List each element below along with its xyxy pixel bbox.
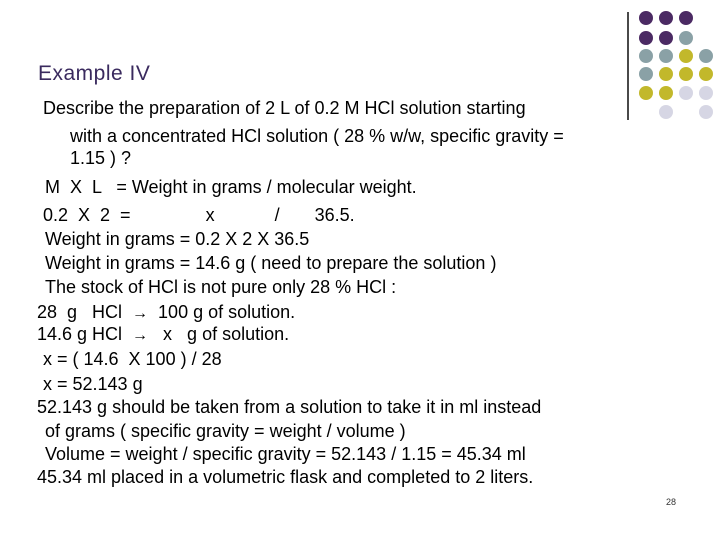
decorative-dot (639, 11, 653, 25)
body-line-11: x = ( 14.6 X 100 ) / 28 (43, 349, 222, 369)
body-line-4: M X L = Weight in grams / molecular weight. (45, 177, 417, 197)
body-line-5: 0.2 X 2 = x / 36.5. (43, 205, 355, 225)
decorative-dot (699, 49, 713, 63)
line-9-left: 28 g HCl (37, 302, 133, 322)
page-number: 28 (666, 497, 677, 507)
decorative-dot (659, 67, 673, 81)
decorative-dot (679, 31, 693, 45)
line-10-right: x g of solution. (148, 324, 290, 344)
decorative-dot (659, 49, 673, 63)
decorative-dot (659, 105, 673, 119)
line-10-left: 14.6 g HCl (37, 324, 133, 344)
body-line-10 (37, 324, 289, 346)
body-line-14: of grams ( specific gravity = weight / volume ) (45, 421, 406, 441)
decorative-dot (659, 86, 673, 100)
body-line-2: with a concentrated HCl solution ( 28 % w/w, specific gravity = (70, 126, 564, 146)
slide-title: Example IV (38, 62, 151, 85)
arrow-right-icon: → (132, 327, 149, 344)
body-line-9 (37, 302, 295, 324)
body-line-3: 1.15 ) ? (70, 148, 132, 168)
decorative-dot (639, 49, 653, 63)
decorative-dot (679, 67, 693, 81)
decorative-dot (699, 105, 713, 119)
body-line-16: 45.34 ml placed in a volumetric flask and completed to 2 liters. (37, 467, 534, 487)
decorative-dot (679, 86, 693, 100)
decorative-dot (659, 11, 673, 25)
body-line-6: Weight in grams = 0.2 X 2 X 36.5 (45, 229, 310, 249)
decorative-dot (699, 86, 713, 100)
decorative-dot (639, 31, 653, 45)
decorative-dot (639, 86, 653, 100)
line-9-right: 100 g of solution. (148, 302, 296, 322)
body-line-8: The stock of HCl is not pure only 28 % HCl : (45, 277, 397, 297)
body-line-15: Volume = weight / specific gravity = 52.143 / 1.15 = 45.34 ml (45, 444, 526, 464)
decorative-dot (659, 31, 673, 45)
decorative-dot (639, 67, 653, 81)
arrow-right-icon: → (132, 305, 149, 322)
body-line-13: 52.143 g should be taken from a solution to take it in ml instead (37, 397, 542, 417)
decorative-dot (699, 67, 713, 81)
decorative-dot (679, 49, 693, 63)
decorative-vertical-line (627, 12, 629, 120)
decorative-dot (679, 11, 693, 25)
body-line-12: x = 52.143 g (43, 374, 143, 394)
body-line-1: Describe the preparation of 2 L of 0.2 M HCl solution starting (43, 98, 526, 118)
body-line-7: Weight in grams = 14.6 g ( need to prepare the solution ) (45, 253, 497, 273)
